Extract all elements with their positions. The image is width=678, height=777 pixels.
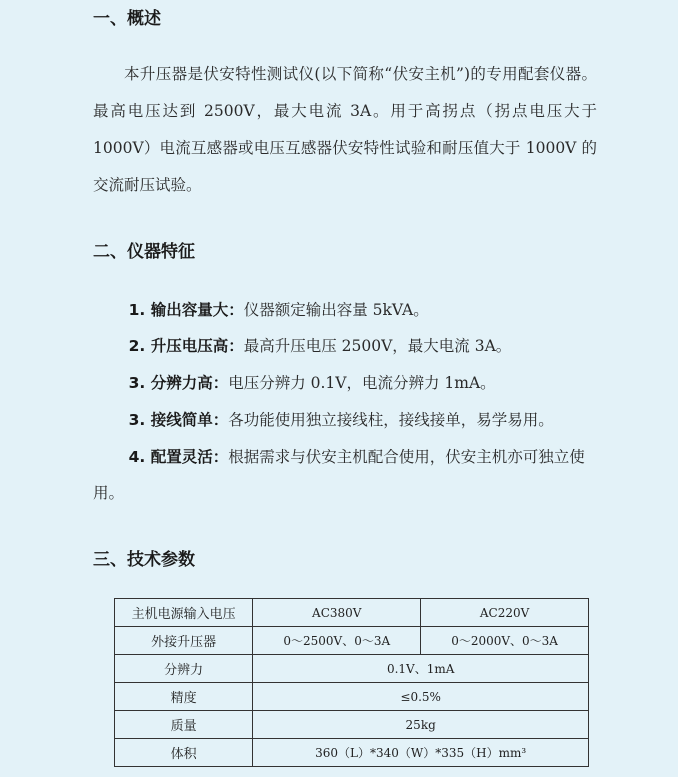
spec-value: 0～2500V、0～3A xyxy=(253,627,421,655)
feature-item xyxy=(93,292,597,328)
feature-text: 仪器额定输出容量 5kVA。 xyxy=(243,301,429,319)
section-heading-specs: 三、技术参数 xyxy=(93,550,195,570)
spec-value: ≤0.5% xyxy=(253,683,589,711)
spec-value: 25kg xyxy=(253,711,589,739)
table-row xyxy=(115,655,589,683)
overview-paragraph xyxy=(93,56,597,204)
spec-value: 0.1V、1mA xyxy=(253,655,589,683)
table-row xyxy=(115,599,589,627)
feature-text: 根据需求与伏安主机配合使用，伏安主机亦可独立使用。 xyxy=(93,448,585,502)
feature-label: 3. 接线简单： xyxy=(128,411,229,429)
feature-item xyxy=(93,365,597,401)
spec-label: 精度 xyxy=(115,683,253,711)
spec-label: 分辨力 xyxy=(115,655,253,683)
spec-table xyxy=(114,598,589,767)
feature-text: 各功能使用独立接线柱，接线接单，易学易用。 xyxy=(228,411,554,429)
feature-item xyxy=(93,328,597,364)
spec-label: 体积 xyxy=(115,739,253,767)
table-row xyxy=(115,627,589,655)
spec-label: 外接升压器 xyxy=(115,627,253,655)
feature-label: 2. 升压电压高： xyxy=(128,337,244,355)
feature-item xyxy=(93,402,597,438)
table-row xyxy=(115,711,589,739)
section-heading-features: 二、仪器特征 xyxy=(93,242,195,262)
overview-line: 压值大于 1000V 的交流耐压试验。 xyxy=(93,139,597,194)
spec-label: 质量 xyxy=(115,711,253,739)
spec-value: AC380V xyxy=(253,599,421,627)
feature-text: 电压分辨力 0.1V，电流分辨力 1mA。 xyxy=(228,374,496,392)
overview-line: 点电压大于 1000V）电流互感器或电压互感器伏安特性试验和耐 xyxy=(93,102,597,157)
feature-label: 1. 输出容量大： xyxy=(128,301,244,319)
overview-line: 配套仪器。最高电压达到 2500V，最大电流 3A。用于高拐点（拐 xyxy=(93,65,597,120)
feature-label: 3. 分辨力高： xyxy=(128,374,229,392)
feature-item xyxy=(93,439,597,511)
spec-value: 0～2000V、0～3A xyxy=(421,627,589,655)
section-heading-overview: 一、概述 xyxy=(93,9,161,29)
table-row xyxy=(115,739,589,767)
table-row xyxy=(115,683,589,711)
feature-text: 最高升压电压 2500V，最大电流 3A。 xyxy=(243,337,512,355)
overview-line: 本升压器是伏安特性测试仪(以下简称“伏安主机”)的专用 xyxy=(124,65,519,83)
spec-label: 主机电源输入电压 xyxy=(115,599,253,627)
feature-label: 4. 配置灵活： xyxy=(128,448,229,466)
spec-value: 360（L）*340（W）*335（H）mm³ xyxy=(253,739,589,767)
spec-value: AC220V xyxy=(421,599,589,627)
